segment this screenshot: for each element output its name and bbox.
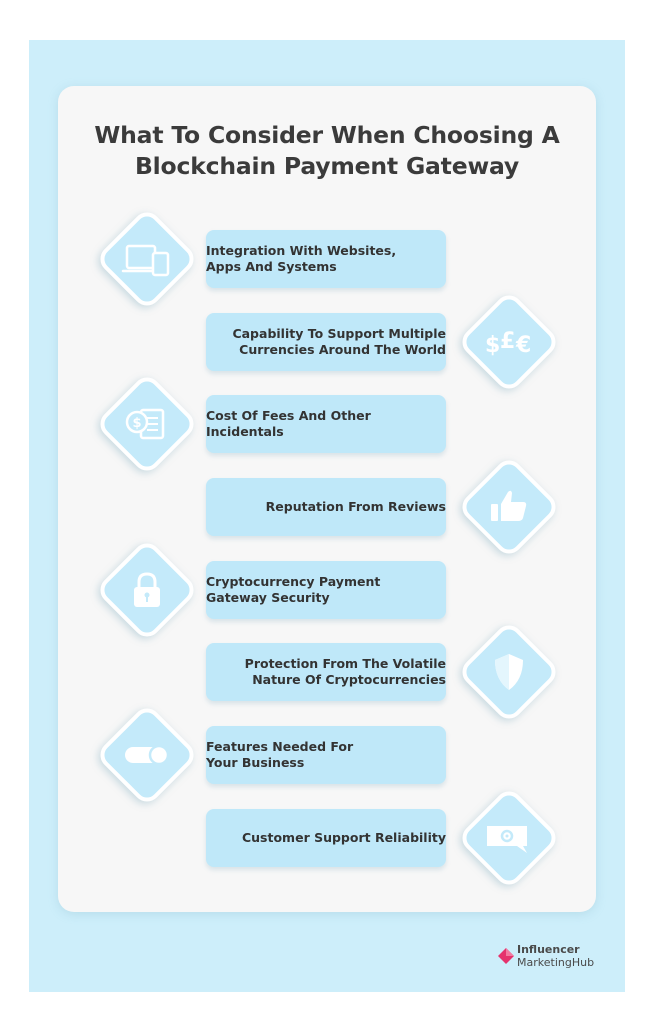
devices-icon [117, 229, 177, 289]
svg-text:$: $ [132, 416, 142, 431]
logo-text-line-2: MarketingHub [517, 956, 595, 969]
shield-icon [479, 642, 539, 702]
thumbs-up-icon [479, 477, 539, 537]
title-line-2: Blockchain Payment Gateway [134, 152, 520, 180]
invoice-icon [117, 394, 177, 454]
consideration-item-8 [206, 809, 446, 867]
consideration-item-1 [206, 230, 446, 288]
item-8-label: Customer Support Reliability [241, 830, 446, 845]
item-4-label: Reputation From Reviews [265, 499, 446, 514]
logo-mark-icon [498, 948, 514, 964]
logo-text-line-1: Influencer [517, 943, 580, 956]
consideration-item-7 [206, 726, 446, 784]
svg-text:$: $ [485, 333, 501, 358]
consideration-item-3 [206, 395, 446, 453]
consideration-item-4 [206, 478, 446, 536]
consideration-item-6 [206, 643, 446, 701]
item-7-label: Features Needed For Your Business [206, 739, 354, 770]
item-5-label: Cryptocurrency Payment Gateway Security [206, 574, 381, 605]
toggle-icon [117, 725, 177, 785]
padlock-icon [117, 560, 177, 620]
support-chat-icon [479, 808, 539, 868]
title-line-1: What To Consider When Choosing A [94, 121, 560, 149]
item-1-label: Integration With Websites, Apps And Systems [206, 243, 397, 274]
influencer-marketing-hub-logo [498, 942, 608, 972]
page-title [58, 120, 596, 182]
item-2-label: Capability To Support Multiple Currencies Around The World [232, 326, 446, 357]
consideration-item-2 [206, 313, 446, 371]
item-6-label: Protection From The Volatile Nature Of Cryptocurrencies [244, 656, 446, 687]
svg-text:£: £ [500, 329, 516, 354]
item-3-label: Cost Of Fees And Other Incidentals [206, 408, 371, 439]
svg-text:€: € [516, 333, 532, 358]
currency-icon [479, 312, 539, 372]
consideration-item-5 [206, 561, 446, 619]
